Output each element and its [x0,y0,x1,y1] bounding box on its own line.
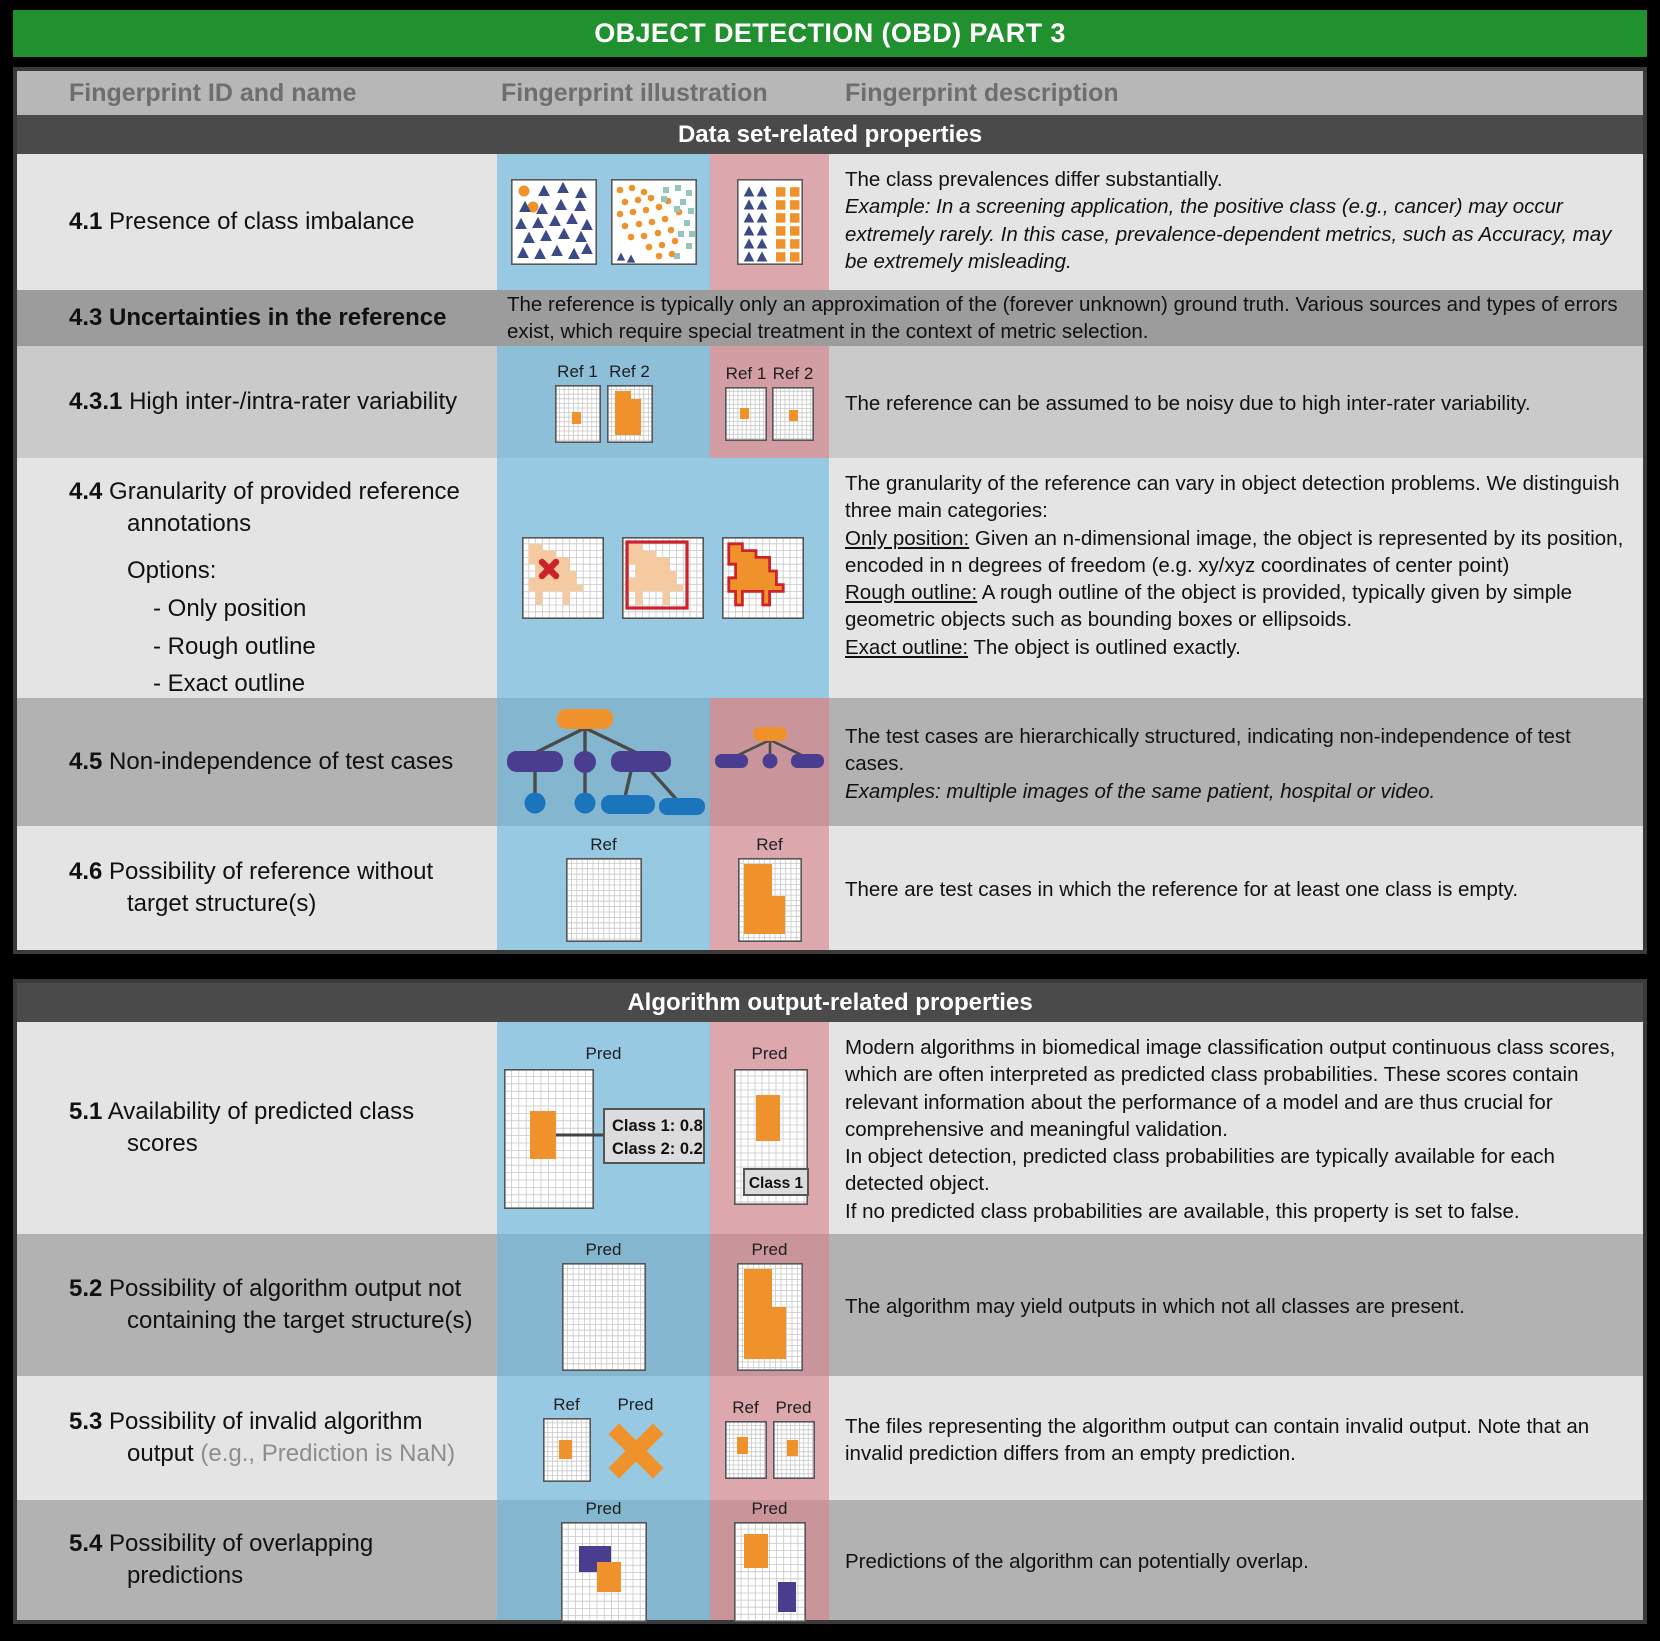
illustration-blue-panel [497,154,710,290]
fingerprint-name: Possibility of reference without target structure(s) [109,858,434,917]
column-header-id: Fingerprint ID and name [69,78,357,107]
fingerprint-id: 4.5 [69,748,103,776]
row-4-5-description: The test cases are hierarchically structured, indicating non-independence of test cases. Examples: multiple images of the same patient, hospital or video. [845,725,1571,803]
row-4-3-1-id-cell [17,346,497,458]
pred-label: Pred [751,1043,788,1063]
row-4-3-1-illustration-cell [497,346,829,458]
fingerprint-name: Possibility of invalid algorithm output [109,1408,423,1467]
row-5-4-description: Predictions of the algorithm can potentially overlap. [845,1550,1309,1574]
scatter-panel-two-class [611,179,697,265]
row-4-4 [17,458,1643,698]
prediction-grid [773,1421,815,1479]
column-header-row [17,71,1643,115]
option-item: - Only position [153,595,307,623]
prediction-present [562,1240,646,1371]
column-header-description: Fingerprint description [845,78,1119,107]
row-4-1-id-cell [17,154,497,290]
reference-present [566,835,642,942]
row-4-6-id-cell [17,826,497,950]
fingerprint-name-note: (e.g., Prediction is NaN) [200,1440,456,1467]
row-5-2 [17,1234,1643,1376]
fingerprint-name: Uncertainties in the reference [109,304,447,332]
svg-text:Class 2: 0.2: Class 2: 0.2 [611,1139,703,1158]
reference-grid [543,1418,591,1482]
svg-text:Class 1: Class 1 [748,1174,803,1192]
imbalanced-vs-balanced-scatter [511,179,697,265]
balanced-columns-panel [737,179,803,265]
consistent-references [725,364,814,441]
pred-label: Pred [617,1394,654,1414]
illustration-pink-panel [710,1022,829,1234]
granularity-options [522,537,804,619]
invalid-output-pair [543,1395,665,1482]
ref2-label: Ref 2 [772,363,814,383]
pred-label: Pred [585,1043,622,1063]
illustration-blue-panel [497,698,710,826]
row-5-2-description: The algorithm may yield outputs in which not all classes are present. [845,1295,1465,1319]
invalid-prediction-x-icon [607,1418,665,1482]
ref-label: Ref [756,834,783,854]
page-title: OBJECT DETECTION (OBD) PART 3 [594,18,1066,48]
option-item: - Rough outline [153,632,316,660]
pred-label: Pred [751,1498,788,1518]
illustration-blue-panel [497,1234,710,1376]
row-4-3-1-description: The reference can be assumed to be noisy due to high inter-rater variability. [845,392,1531,416]
prediction-filled [737,1240,803,1371]
page-title-banner [13,10,1647,57]
fingerprint-id: 5.2 [69,1275,103,1303]
overlap-grid [561,1522,647,1622]
ref-label: Ref [553,1394,580,1414]
row-4-5 [17,698,1643,826]
row-4-4-id-cell [17,458,497,698]
row-4-4-illustration-cell [497,458,829,698]
fingerprint-id: 5.4 [69,1530,103,1558]
pred-label: Pred [775,1397,812,1417]
row-4-3 [17,290,1643,346]
empty-reference-grid [566,858,642,942]
filled-prediction-grid [737,1263,803,1371]
illustration-pink-panel [710,1234,829,1376]
row-4-4-description: The granularity of the reference can vary in object detection problems. We distinguish three main categories: Only position: Given an n-dimensional image, the object is represented by its position, encoded in n degrees of freedom (e.g. xy/xyz coordinates of center point) Rough outline: A rough outline of the object is provided, typically given by simple geometric objects such as bounding boxes or ellipsoids. Exact outline: The object is outlined exactly. [845,472,1624,659]
ref2-label: Ref 2 [609,361,650,381]
noisy-references [555,362,653,443]
fingerprint-name: High inter-/intra-rater variability [129,388,458,416]
illustration-blue-panel [497,1022,710,1234]
row-4-6-illustration-cell [497,826,829,950]
valid-output-pair [725,1398,815,1479]
fingerprint-id: 4.6 [69,858,103,886]
fingerprint-id: 4.3 [69,304,103,332]
ref2-grid [607,385,653,443]
deep-hierarchy-tree [499,702,709,822]
illustration-blue-panel [497,346,710,458]
scored-prediction-grid [502,1067,706,1213]
illustration-blue-panel [497,1376,710,1500]
reference-filled [738,835,802,942]
fingerprint-name: Possibility of algorithm output not containing the target structure(s) [109,1275,473,1334]
section-header-algorithm-output: Algorithm output-related properties [17,983,1643,1022]
fingerprint-id: 4.4 [69,478,103,505]
row-5-4 [17,1500,1643,1620]
scatter-panel-imbalanced [511,179,597,265]
illustration-pink-panel [710,346,829,458]
row-4-1-description: The class prevalences differ substantially. Example: In a screening application, the positive class (e.g., cancer) may occur extremely rarely. In this case, prevalence-dependent metrics, such as Accuracy, may be extremely misleading. [845,168,1612,273]
pred-label: Pred [751,1239,788,1259]
column-header-illustration: Fingerprint illustration [501,78,768,107]
row-5-3-description: The files representing the algorithm output can contain invalid output. Note that an invalid prediction differs from an empty prediction. [845,1414,1590,1465]
ref1-grid [555,385,601,443]
row-5-4-id-cell [17,1500,497,1620]
options-label: Options: [127,557,217,585]
empty-prediction-grid [562,1263,646,1371]
illustration-pink-panel [710,1500,829,1620]
pred-label: Pred [585,1498,622,1518]
fingerprint-name: Availability of predicted class scores [107,1098,415,1157]
row-5-1-illustration-cell [497,1022,829,1234]
illustration-pink-panel [710,698,829,826]
row-5-4-illustration-cell [497,1500,829,1620]
svg-text:Class 1: 0.8: Class 1: 0.8 [611,1116,703,1135]
section-header-dataset: Data set-related properties [17,115,1643,154]
fingerprint-name: Presence of class imbalance [109,208,415,236]
prediction-without-scores [714,1044,826,1213]
row-5-3-id-cell [17,1376,497,1500]
row-4-5-id-cell [17,698,497,826]
ref1-grid [725,387,767,441]
disjoint-grid [734,1522,806,1622]
row-4-3-1 [17,346,1643,458]
ref1-label: Ref 1 [725,363,767,383]
row-5-2-id-cell [17,1234,497,1376]
row-4-1 [17,154,1643,290]
disjoint-predictions [734,1499,806,1622]
ref1-label: Ref 1 [557,361,598,381]
row-4-6 [17,826,1643,950]
reference-grid [725,1421,767,1479]
fingerprint-name: Non-independence of test cases [109,748,454,776]
row-5-2-illustration-cell [497,1234,829,1376]
row-4-3-description: The reference is typically only an approximation of the (forever unknown) ground truth. Various sources and types of errors exist, which require special treatment in the context of metric selection. [507,292,1618,343]
dataset-properties-card [13,67,1647,954]
ref2-grid [772,387,814,441]
filled-reference-grid [738,858,802,942]
row-5-3 [17,1376,1643,1500]
illustration-pink-panel [710,1376,829,1500]
pred-label: Pred [585,1239,622,1259]
illustration-pink-panel [710,154,829,290]
rough-outline-grid [622,537,704,619]
row-4-3-id-cell [17,290,497,346]
row-5-1-id-cell [17,1022,497,1234]
ref-label: Ref [590,834,617,854]
row-5-1 [17,1022,1643,1234]
illustration-blue-panel [497,826,710,950]
algorithm-output-card [13,979,1647,1624]
option-item: - Exact outline [153,670,306,698]
row-4-6-description: There are test cases in which the reference for at least one class is empty. [845,878,1519,902]
illustration-blue-panel [497,458,829,698]
illustration-blue-panel [497,1500,710,1620]
illustration-pink-panel [710,826,829,950]
exact-outline-grid [722,537,804,619]
only-position-grid [522,537,604,619]
fingerprint-name: Granularity of provided reference annotations [109,478,460,537]
row-4-1-illustration-cell [497,154,829,290]
row-4-5-illustration-cell [497,698,829,826]
overlapping-predictions [561,1499,647,1622]
fingerprint-id: 4.1 [69,208,103,236]
shallow-hierarchy-tree [712,702,828,822]
row-5-1-description: Modern algorithms in biomedical image classification output continuous class scores, which are often interpreted as predicted class probabilities. These scores contain relevant information about the performance of a model and are thus crucial for comprehensive and meaningful validation. In object detection, predicted class probabilities are typically available for each detected object. If no predicted class probabilities are available, this property is set to false. [845,1036,1616,1223]
fingerprint-id: 4.3.1 [69,388,123,416]
labeled-prediction-grid [714,1067,826,1213]
fingerprint-name: Possibility of overlapping predictions [109,1530,374,1589]
fingerprint-id: 5.1 [69,1098,103,1126]
ref-label: Ref [732,1397,759,1417]
prediction-with-scores [502,1044,706,1213]
row-5-3-illustration-cell [497,1376,829,1500]
fingerprint-id: 5.3 [69,1408,103,1436]
options-list [127,593,483,700]
